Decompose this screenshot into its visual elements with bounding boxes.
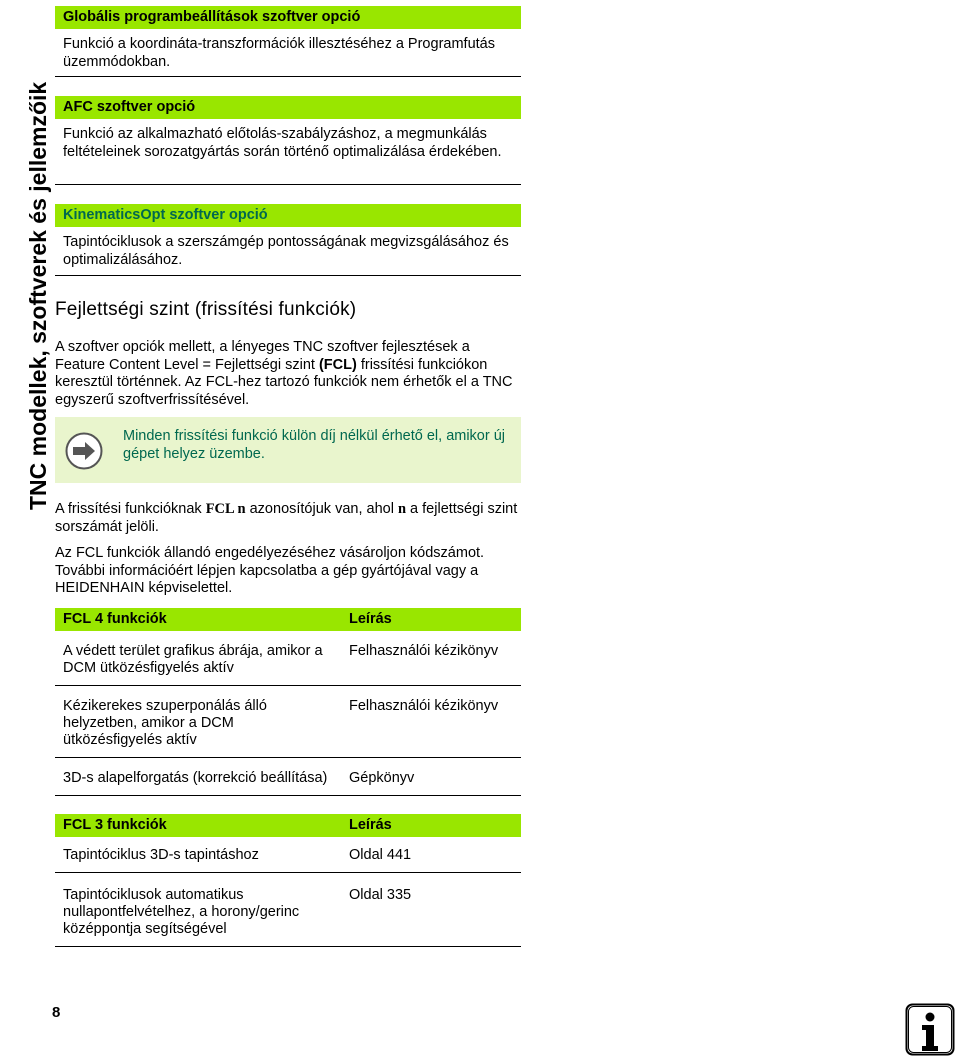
arrow-right-icon xyxy=(65,432,103,470)
option-block-afc xyxy=(55,96,521,161)
section-title: Fejlettségi szint (frissítési funkciók) xyxy=(55,299,357,320)
intro-paragraph xyxy=(55,339,521,409)
divider xyxy=(55,184,521,185)
option-heading: AFC szoftver opció xyxy=(55,96,521,119)
table-row xyxy=(55,873,521,947)
table-row xyxy=(55,758,521,796)
table-header-row xyxy=(55,814,521,837)
chapter-title: TNC modellek, szoftverek és jellemzőik xyxy=(25,81,51,510)
table-row xyxy=(55,631,521,686)
p2-code-n: n xyxy=(397,501,407,517)
divider xyxy=(55,76,521,77)
p2-text-a: A frissítési funkcióknak xyxy=(55,501,206,517)
option-heading: KinematicsOpt szoftver opció xyxy=(55,204,521,227)
p2-code-fcl-n: FCL n xyxy=(205,501,246,517)
table-cell: A védett terület grafikus ábrája, amikor a DCM ütközésfigyelés aktív xyxy=(55,631,341,686)
fcl-id-paragraph xyxy=(55,501,521,536)
sidebar-title xyxy=(0,0,51,510)
table-header-row xyxy=(55,608,521,631)
table-cell: Felhasználói kézikönyv xyxy=(341,631,521,686)
option-block-kinematicsopt xyxy=(55,204,521,269)
note-box xyxy=(55,417,521,483)
fcl4-table xyxy=(55,608,521,796)
note-text: Minden frissítési funkció külön díj nélkül érhető el, amikor új gépet helyez üzembe. xyxy=(123,428,506,462)
table-cell: Tapintóciklus 3D-s tapintáshoz xyxy=(55,837,341,873)
option-text: Funkció a koordináta-transzformációk illesztéséhez a Programfutás üzemmódokban. xyxy=(63,36,495,70)
table-header-description: Leírás xyxy=(341,608,521,631)
table-cell: Kézikerekes szuperponálás álló helyzetben, amikor a DCM ütközésfigyelés aktív xyxy=(55,686,341,758)
intro-text-a: A szoftver opciók mellett, a lényeges TNC szoftver fejlesztések a Feature Content Level = Fejlettségi szint xyxy=(55,339,470,373)
option-text: Tapintóciklusok a szerszámgép pontosságának megvizsgálásához és optimalizálásához. xyxy=(63,234,509,268)
license-paragraph: Az FCL funkciók állandó engedélyezéséhez vásároljon kódszámot. További információért lépjen kapcsolatba a gép gyártójával vagy a HEIDENHAIN képviselettel. xyxy=(55,545,485,596)
p2-text-b: azonosítójuk van, ahol xyxy=(245,501,398,517)
table-cell: Felhasználói kézikönyv xyxy=(341,686,521,758)
divider xyxy=(55,275,521,276)
option-block-global xyxy=(55,6,521,71)
table-cell: Oldal 441 xyxy=(341,837,521,873)
table-header-description: Leírás xyxy=(341,814,521,837)
table-cell: Gépkönyv xyxy=(341,758,521,796)
table-header-functions: FCL 3 funkciók xyxy=(55,814,341,837)
table-header-functions: FCL 4 funkciók xyxy=(55,608,341,631)
fcl3-table xyxy=(55,814,521,947)
p2-text-c: a fejlettségi szint sorszámát jelöli. xyxy=(55,501,518,535)
option-text: Funkció az alkalmazható előtolás-szabályzáshoz, a megmunkálás feltételeinek sorozatgyártás során történő optimalizálása érdekében. xyxy=(63,126,502,160)
table-row xyxy=(55,837,521,873)
table-row xyxy=(55,686,521,758)
intro-fcl-bold: (FCL) xyxy=(318,356,357,373)
option-heading: Globális programbeállítások szoftver opció xyxy=(55,6,521,29)
intro-text-b: frissítési funkciókon keresztül történnek. Az FCL-hez tartozó funkciók nem érhetők el a TNC egyszerű szoftverfrissítésével. xyxy=(55,356,513,408)
table-cell: 3D-s alapelforgatás (korrekció beállítása) xyxy=(55,758,341,796)
info-icon xyxy=(905,1003,955,1056)
table-cell: Oldal 335 xyxy=(341,873,521,947)
table-cell: Tapintóciklusok automatikus nullapontfelvételhez, a horony/gerinc középpontja segítségével xyxy=(55,873,341,947)
page-number: 8 xyxy=(52,1004,61,1021)
